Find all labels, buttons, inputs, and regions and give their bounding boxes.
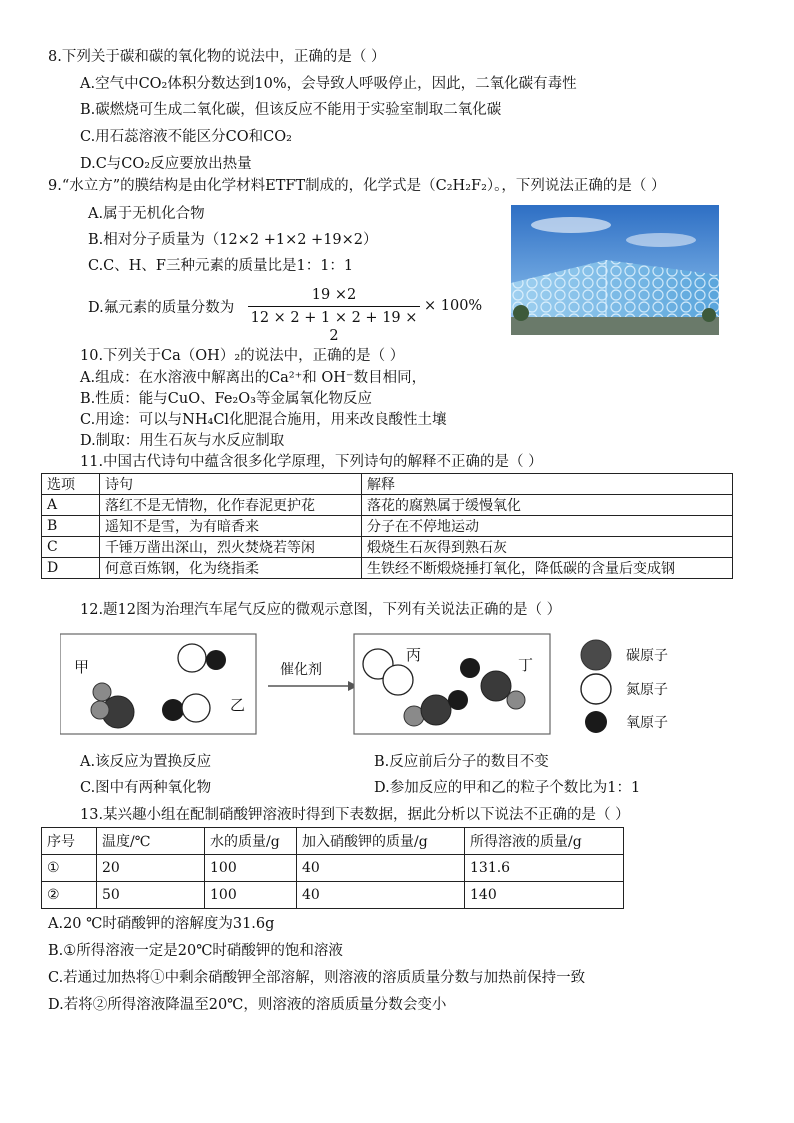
reaction-diagram [60, 630, 780, 740]
legend-carbon-icon [581, 640, 611, 670]
table-cell: 煅烧生石灰得到熟石灰 [362, 537, 733, 558]
table-cell: ② [42, 882, 97, 909]
legend-oxygen-label: 氧原子 [626, 715, 668, 731]
table-cell: 140 [465, 882, 624, 909]
table-cell: 落红不是无情物，化作春泥更护花 [100, 495, 362, 516]
table-header-cell: 解释 [362, 474, 733, 495]
atom-oxygen [91, 701, 109, 719]
atom-oxygen [162, 699, 184, 721]
atom-nitrogen [178, 644, 206, 672]
q10-stem: 10.下列关于Ca（OH）₂的说法中，正确的是（ ） [80, 348, 405, 364]
q9-option-d-prefix: D.氟元素的质量分数为 [88, 300, 235, 316]
table-header-row [42, 474, 733, 495]
atom-oxygen [460, 658, 480, 678]
table-header-cell: 诗句 [100, 474, 362, 495]
atom-nitrogen [383, 665, 413, 695]
q12-stem: 12.题12图为治理汽车尾气反应的微观示意图，下列有关说法正确的是（ ） [80, 602, 562, 618]
q9-option-b: B.相对分子质量为（12×2 +1×2 +19×2） [88, 232, 378, 248]
q13-option-a: A.20 ℃时硝酸钾的溶解度为31.6g [48, 916, 275, 932]
table-cell: C [42, 537, 100, 558]
label-yi: 乙 [230, 696, 246, 714]
table-row [42, 855, 624, 882]
table-header-cell: 选项 [42, 474, 100, 495]
q9-option-a: A.属于无机化合物 [88, 206, 205, 222]
table-header-cell: 温度/℃ [97, 828, 205, 855]
q12-option-b: B.反应前后分子的数目不变 [374, 754, 549, 770]
table-cell: 50 [97, 882, 205, 909]
atom-carbon [421, 695, 451, 725]
q8-option-c: C.用石蕊溶液不能区分CO和CO₂ [80, 129, 292, 145]
q12-option-d: D.参加反应的甲和乙的粒子个数比为1：1 [374, 780, 641, 796]
table-header-cell: 所得溶液的质量/g [465, 828, 624, 855]
q12-option-c: C.图中有两种氧化物 [80, 780, 212, 796]
table-cell: 20 [97, 855, 205, 882]
table-cell: 100 [205, 882, 297, 909]
atom-oxygen [93, 683, 111, 701]
q10-option-d: D.制取：用生石灰与水反应制取 [80, 433, 285, 449]
table-cell: 何意百炼钢，化为绕指柔 [100, 558, 362, 579]
q13-option-d: D.若将②所得溶液降温至20℃，则溶液的溶质质量分数会变小 [48, 997, 447, 1013]
table-row [42, 516, 733, 537]
table-cell: 131.6 [465, 855, 624, 882]
q10-option-b: B.性质：能与CuO、Fe₂O₃等金属氧化物反应 [80, 391, 372, 407]
atom-oxygen [206, 650, 226, 670]
table-row [42, 537, 733, 558]
table-cell: 千锤万凿出深山，烈火焚烧若等闲 [100, 537, 362, 558]
legend-carbon-label: 碳原子 [626, 648, 668, 664]
table-cell: 落花的腐熟属于缓慢氧化 [362, 495, 733, 516]
catalyst-label: 催化剂 [280, 662, 322, 678]
atom-nitrogen [182, 694, 210, 722]
q9-fraction-suffix: × 100% [424, 298, 483, 314]
q13-table [41, 827, 624, 909]
q10-option-a: A.组成：在水溶液中解离出的Ca²⁺和 OH⁻数目相同， [80, 370, 427, 386]
q9-fraction-numerator: 19 ×2 [311, 287, 357, 303]
q13-option-c: C.若通过加热将①中剩余硝酸钾全部溶解，则溶液的溶质质量分数与加热前保持一致 [48, 970, 586, 986]
q9-option-c: C.C、H、F三种元素的质量比是1：1：1 [88, 258, 354, 274]
table-cell: B [42, 516, 100, 537]
table-row [42, 495, 733, 516]
table-header-cell: 序号 [42, 828, 97, 855]
table-cell: ① [42, 855, 97, 882]
table-header-row [42, 828, 624, 855]
atom-carbon [481, 671, 511, 701]
label-bing: 丙 [406, 646, 422, 664]
q10-option-c: C.用途：可以与NH₄Cl化肥混合施用，用来改良酸性土壤 [80, 412, 447, 428]
table-cell: 100 [205, 855, 297, 882]
table-cell: 40 [297, 855, 465, 882]
atom-oxygen [507, 691, 525, 709]
table-header-cell: 加入硝酸钾的质量/g [297, 828, 465, 855]
label-jia: 甲 [74, 658, 90, 676]
label-ding: 丁 [518, 656, 534, 674]
legend-oxygen-icon [585, 711, 607, 733]
q11-table [41, 473, 733, 579]
table-cell: D [42, 558, 100, 579]
q8-option-b: B.碳燃烧可生成二氧化碳，但该反应不能用于实验室制取二氧化碳 [80, 102, 502, 118]
table-cell: 生铁经不断煅烧捶打氧化，降低碳的含量后变成钢 [362, 558, 733, 579]
table-row [42, 558, 733, 579]
table-cell: 分子在不停地运动 [362, 516, 733, 537]
q13-option-b: B.①所得溶液一定是20℃时硝酸钾的饱和溶液 [48, 943, 343, 959]
q11-stem: 11.中国古代诗句中蕴含很多化学原理，下列诗句的解释不正确的是（ ） [80, 454, 543, 470]
table-cell: A [42, 495, 100, 516]
reactants-box [60, 634, 256, 734]
table-cell: 40 [297, 882, 465, 909]
table-row [42, 882, 624, 909]
table-cell: 遥知不是雪，为有暗香来 [100, 516, 362, 537]
q8-option-d: D.C与CO₂反应要放出热量 [80, 156, 252, 172]
water-cube-photo [511, 205, 719, 335]
q9-stem: 9.“水立方”的膜结构是由化学材料ETFT制成的，化学式是（C₂H₂F₂）。，下列说法正确的是（ ） [48, 178, 666, 194]
q12-option-a: A.该反应为置换反应 [80, 754, 212, 770]
q9-fraction-denominator: 12 × 2 + 1 × 2 + 19 × 2 [250, 310, 418, 344]
table-header-cell: 水的质量/g [205, 828, 297, 855]
atom-oxygen [448, 690, 468, 710]
q8-option-a: A.空气中CO₂体积分数达到10%，会导致人呼吸停止，因此，二氧化碳有毒性 [80, 76, 577, 92]
legend-nitrogen-label: 氮原子 [626, 682, 668, 698]
q13-stem: 13.某兴趣小组在配制硝酸钾溶液时得到下表数据，据此分析以下说法不正确的是（ ） [80, 807, 630, 823]
legend-nitrogen-icon [581, 674, 611, 704]
q8-stem: 8.下列关于碳和碳的氧化物的说法中，正确的是（ ） [48, 49, 386, 65]
